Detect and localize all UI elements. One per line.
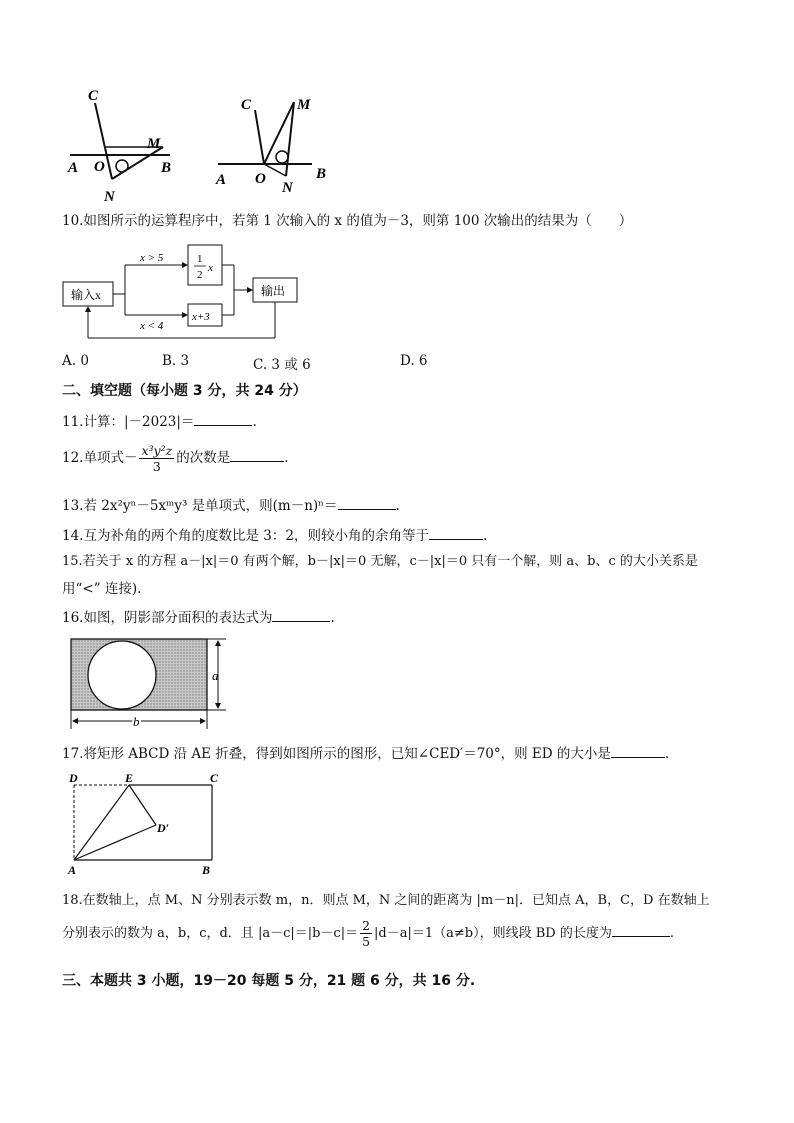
q12-frac-num: x³y²z <box>141 443 173 458</box>
section3-heading: 三、本题共 3 小题，19－20 每题 5 分，21 题 6 分，共 16 分. <box>62 973 476 989</box>
q11 <box>62 412 257 431</box>
q12-text: 12.单项式－ <box>62 450 138 466</box>
q12-end: . <box>284 450 289 466</box>
q16-label-a: a <box>212 668 219 683</box>
q11-answer-blank <box>194 412 252 426</box>
q11-text: 11.计算：|－2023|＝ <box>62 414 195 430</box>
q13-end: . <box>395 498 400 514</box>
q16-label-b: b <box>133 714 140 729</box>
q10-flowchart <box>60 240 320 340</box>
q17 <box>62 744 669 763</box>
q16-end: . <box>330 610 335 626</box>
q12-text-after: 的次数是 <box>176 450 231 466</box>
q10-option-a: A. 0 <box>62 353 89 369</box>
q18-end: . <box>669 926 674 941</box>
q18-frac-num: 2 <box>362 918 371 933</box>
q10-option-c: C. 3 或 6 <box>253 357 311 373</box>
q9-left-label-a: A <box>68 160 79 176</box>
q12-frac-den: 3 <box>152 459 161 474</box>
q13-answer-blank <box>338 496 396 510</box>
q9-right-label-b: B <box>316 166 327 182</box>
q10-stem: 10.如图所示的运算程序中，若第 1 次输入的 x 的值为－3，则第 100 次输出的结果为（ ） <box>62 213 633 229</box>
q18-fraction <box>360 918 372 949</box>
q17-end: . <box>664 746 670 762</box>
q13 <box>62 496 400 515</box>
q9-right-label-o: O <box>255 171 266 187</box>
q13-text: 13.若 2x²yⁿ－5xᵐy³ 是单项式，则(m－n)ⁿ＝ <box>62 498 338 514</box>
q9-figure-left <box>60 85 190 205</box>
q18-frac-den: 5 <box>362 934 371 949</box>
q17-label-c: C <box>210 771 219 785</box>
q10-option-d: D. 6 <box>400 353 428 369</box>
q14-answer-blank <box>429 526 483 540</box>
q16-text: 16.如图，阴影部分面积的表达式为 <box>62 610 273 626</box>
q12 <box>62 443 289 474</box>
q12-fraction <box>139 443 174 474</box>
q15-line2: 用“<” 连接). <box>62 581 142 597</box>
q17-figure <box>64 770 239 880</box>
q16 <box>62 608 335 627</box>
q9-right-label-c: C <box>241 97 252 113</box>
flow-op-top-num: 1 <box>197 253 203 265</box>
flow-op-top-var: x <box>208 262 213 274</box>
q17-answer-blank <box>611 744 665 758</box>
flow-op-bottom: x+3 <box>192 311 210 323</box>
q17-label-a: A <box>68 863 77 877</box>
q9-left-label-c: C <box>88 88 99 104</box>
q15-line1: 15.若关于 x 的方程 a－|x|＝0 有两个解，b－|x|＝0 无解，c－|x|＝0 只有一个解，则 a、b、c 的大小关系是 <box>62 554 698 569</box>
q18-text-after: |d－a|＝1（a≠b），则线段 BD 的长度为 <box>374 926 612 941</box>
q9-left-label-o: O <box>94 159 105 175</box>
q9-left-label-b: B <box>161 160 172 176</box>
flow-cond-top: x > 5 <box>140 252 164 264</box>
q9-right-label-n: N <box>282 180 293 196</box>
q14 <box>62 526 487 545</box>
q17-text: 17.将矩形 ABCD 沿 AE 折叠，得到如图所示的图形，已知∠CED′＝70°，则 ED 的大小是 <box>62 746 611 762</box>
flow-output-label: 输出 <box>261 284 286 298</box>
q9-right-label-a: A <box>216 172 227 188</box>
flow-input-label: 输入x <box>71 288 102 302</box>
q10-option-b: B. 3 <box>162 353 190 369</box>
q17-label-d: D <box>69 771 78 785</box>
q14-end: . <box>482 528 488 544</box>
flow-cond-bottom: x < 4 <box>140 320 164 332</box>
q9-figure-right <box>210 92 340 196</box>
q9-left-label-m: M <box>147 136 161 152</box>
q16-figure <box>66 634 246 734</box>
q16-answer-blank <box>272 608 330 622</box>
q18-line1: 18.在数轴上，点 M、N 分别表示数 m，n．则点 M，N 之间的距离为 |m－n|．已知点 A，B，C，D 在数轴上 <box>62 893 710 908</box>
section2-heading: 二、填空题（每小题 3 分，共 24 分） <box>62 383 307 399</box>
q14-text: 14.互为补角的两个角的度数比是 3：2，则较小角的余角等于 <box>62 528 429 544</box>
q18-answer-blank <box>612 923 670 937</box>
q9-right-label-m: M <box>297 97 311 113</box>
q11-end: . <box>252 414 257 430</box>
q9-left-label-n: N <box>104 189 115 205</box>
q17-label-b: B <box>202 863 211 877</box>
q17-label-e: E <box>125 771 134 785</box>
q17-label-dprime: D′ <box>157 821 170 835</box>
q18-text-before: 分别表示的数为 a，b，c，d．且 |a－c|＝|b－c|＝ <box>62 926 359 941</box>
q12-answer-blank <box>230 448 284 462</box>
flow-op-top-den: 2 <box>197 269 203 281</box>
q18-line2 <box>62 918 674 949</box>
